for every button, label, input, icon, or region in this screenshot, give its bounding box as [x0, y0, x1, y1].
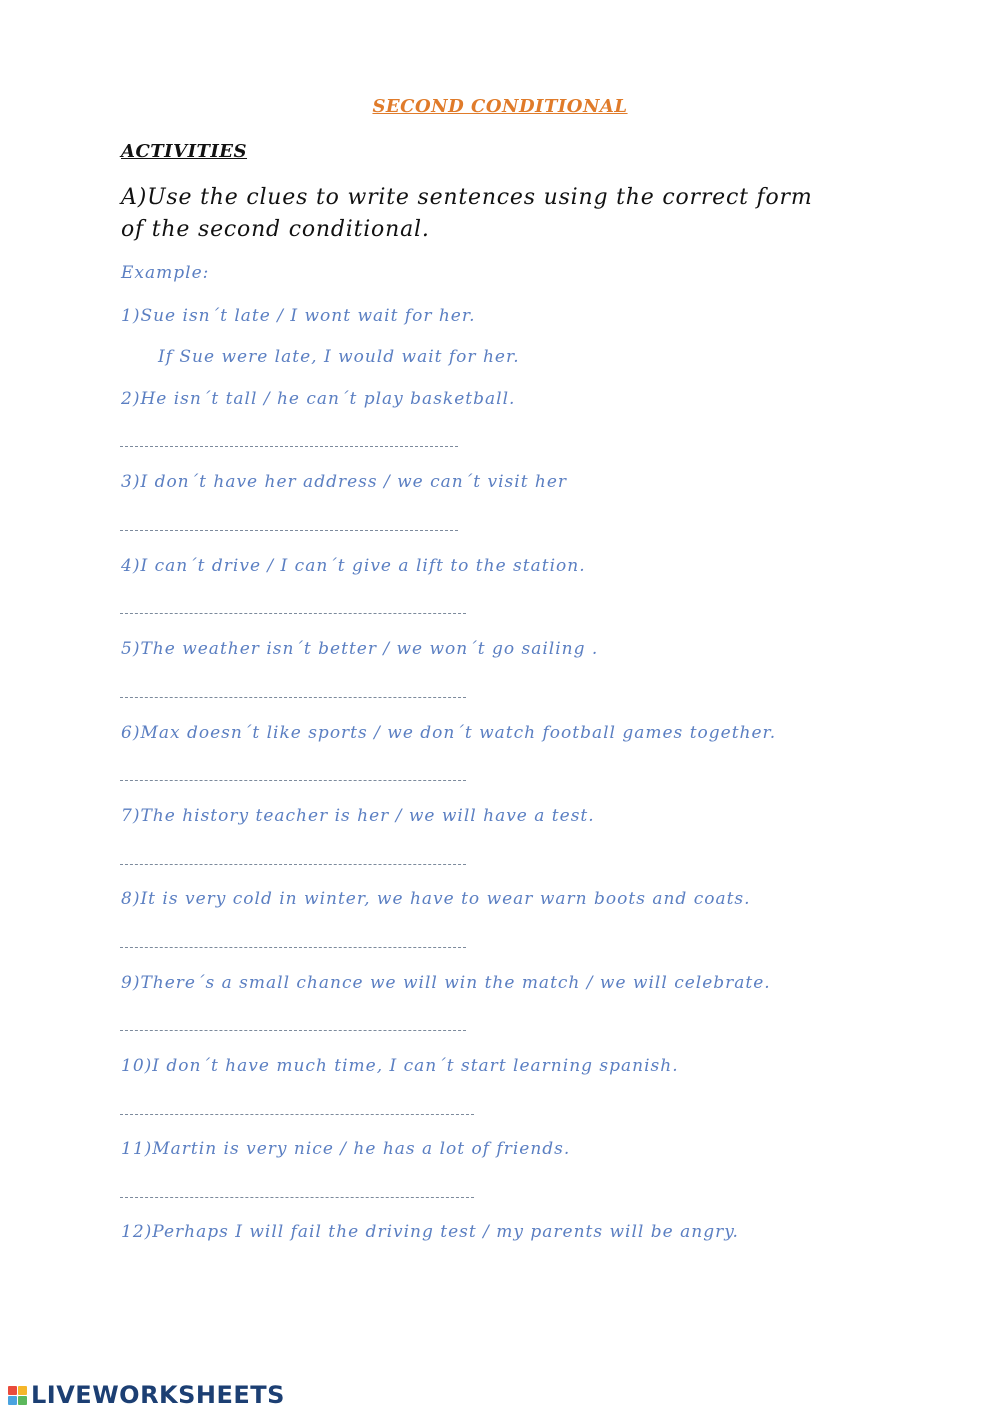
answer-line-5[interactable] — [120, 697, 466, 698]
logo-blocks-icon — [8, 1386, 27, 1405]
answer-line-3[interactable] — [120, 530, 458, 531]
logo-text: LIVEWORKSHEETS — [31, 1381, 285, 1409]
exercise-item-11: 11)Martin is very nice / he has a lot of friends. — [121, 1139, 571, 1159]
logo-block — [18, 1396, 27, 1405]
exercise-item-2: 2)He isn´t tall / he can´t play basketball. — [121, 389, 516, 409]
answer-line-6[interactable] — [120, 780, 466, 781]
answer-line-9[interactable] — [120, 1030, 466, 1031]
answer-line-2[interactable] — [120, 446, 458, 447]
exercise-item-7: 7)The history teacher is her / we will have a test. — [121, 806, 595, 826]
exercise-item-8: 8)It is very cold in winter, we have to wear warn boots and coats. — [121, 889, 751, 909]
example-answer: If Sue were late, I would wait for her. — [158, 347, 520, 367]
exercise-item-3: 3)I don´t have her address / we can´t visit her — [121, 472, 568, 492]
example-label: Example: — [121, 263, 210, 283]
exercise-item-5: 5)The weather isn´t better / we won´t go sailing . — [121, 639, 599, 659]
answer-line-8[interactable] — [120, 947, 466, 948]
example-item: 1)Sue isn´t late / I wont wait for her. — [121, 306, 476, 326]
answer-line-10[interactable] — [120, 1114, 474, 1115]
answer-line-4[interactable] — [120, 613, 466, 614]
exercise-item-6: 6)Max doesn´t like sports / we don´t watch football games together. — [121, 723, 777, 743]
exercise-item-10: 10)I don´t have much time, I can´t start learning spanish. — [121, 1056, 679, 1076]
answer-line-7[interactable] — [120, 864, 466, 865]
exercise-item-9: 9)There´s a small chance we will win the match / we will celebrate. — [121, 973, 771, 993]
section-heading: ACTIVITIES — [121, 141, 248, 162]
exercise-item-12: 12)Perhaps I will fail the driving test / my parents will be angry. — [121, 1222, 739, 1242]
logo-block — [18, 1386, 27, 1395]
instruction-text: A)Use the clues to write sentences using the correct form of the second conditional. — [121, 185, 813, 242]
logo-block — [8, 1386, 17, 1395]
logo-block — [8, 1396, 17, 1405]
liveworksheets-logo[interactable] — [8, 1380, 285, 1410]
exercise-item-4: 4)I can´t drive / I can´t give a lift to the station. — [121, 556, 586, 576]
answer-line-11[interactable] — [120, 1197, 474, 1198]
page-title: SECOND CONDITIONAL — [372, 96, 628, 117]
